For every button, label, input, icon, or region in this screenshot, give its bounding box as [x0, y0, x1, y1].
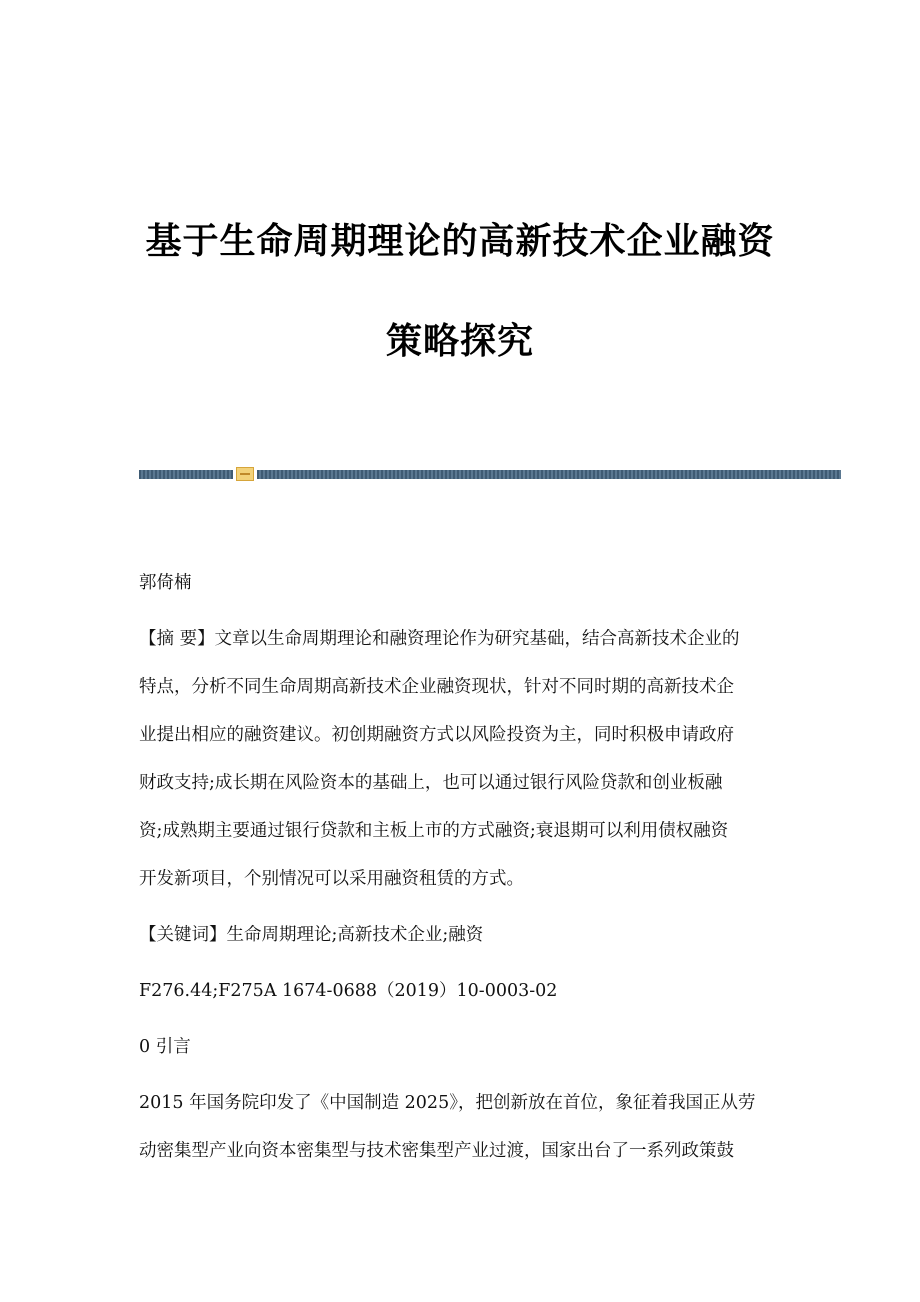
classification-code: F276.44;F275A 1674-0688（2019）10-0003-02	[139, 981, 558, 1001]
ornament-icon	[236, 467, 254, 481]
title-line-2: 策略探究	[385, 321, 534, 362]
author: 郭倚楠	[139, 573, 192, 593]
abstract-line: 开发新项目，个别情况可以采用融资租赁的方式。	[139, 869, 524, 889]
section-heading: 0 引言	[139, 1037, 191, 1057]
abstract-line: 业提出相应的融资建议。初创期融资方式以风险投资为主，同时积极申请政府	[139, 725, 734, 745]
body-line: 2015 年国务院印发了《中国制造 2025》，把创新放在首位，象征着我国正从劳	[139, 1093, 756, 1113]
divider-left	[139, 470, 233, 479]
abstract-line: 财政支持;成长期在风险资本的基础上，也可以通过银行风险贷款和创业板融	[139, 773, 723, 793]
keywords: 【关键词】生命周期理论;高新技术企业;融资	[139, 925, 484, 945]
abstract-line: 【摘 要】文章以生命周期理论和融资理论作为研究基础，结合高新技术企业的	[139, 629, 740, 649]
abstract-line: 特点，分析不同生命周期高新技术企业融资现状，针对不同时期的高新技术企	[139, 677, 734, 697]
body-line: 动密集型产业向资本密集型与技术密集型产业过渡，国家出台了一系列政策鼓	[139, 1141, 734, 1161]
divider-right	[257, 470, 841, 479]
abstract-line: 资;成熟期主要通过银行贷款和主板上市的方式融资;衰退期可以利用债权融资	[139, 821, 729, 841]
title-line-1: 基于生命周期理论的高新技术企业融资	[145, 221, 775, 262]
